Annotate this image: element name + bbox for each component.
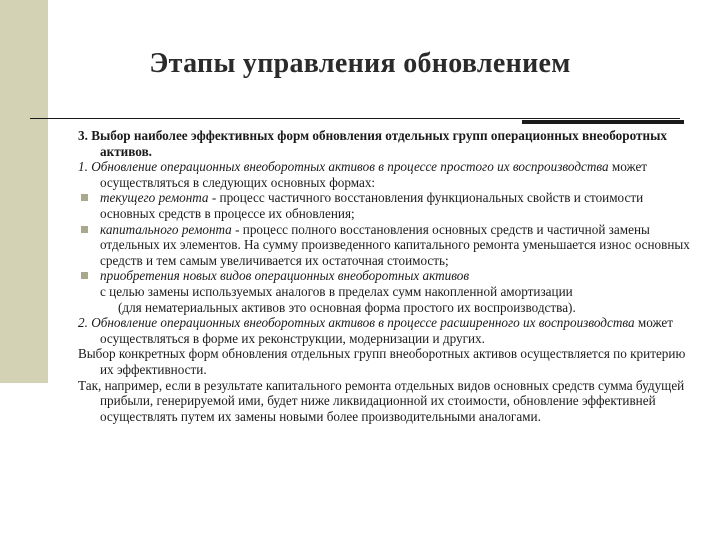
choice-paragraph: Выбор конкретных форм обновления отдельных групп внеоборотных активов осуществляется по критерию их эффективности.: [78, 346, 686, 377]
item-2-extended-reproduction: [78, 315, 694, 346]
bullet-3-note: (для нематериальных активов это основная форма простого их воспроизводства).: [118, 299, 576, 315]
square-bullet-icon: [81, 194, 88, 201]
item-2-italic: 2. Обновление операционных внеоборотных активов в процессе расширенного их воспроизводства: [78, 315, 635, 331]
title-divider-thin: [30, 118, 680, 119]
square-bullet-icon: [81, 272, 88, 279]
title-divider-thick: [522, 120, 684, 124]
item-1-simple-reproduction: [78, 159, 694, 190]
square-bullet-icon: [81, 226, 88, 233]
bullet-2-italic: капитального ремонта: [100, 221, 232, 237]
bullet-1-text: - процесс частичного восстановления функциональных свойств и стоимости основных средств в процессе их обновления;: [100, 190, 644, 221]
slide-title: Этапы управления обновлением: [149, 48, 571, 79]
item-2-text: может осуществляться в форме их реконструкции, модернизации и других.: [100, 315, 674, 346]
slide-body: [78, 128, 694, 424]
bullet-new-assets: [78, 268, 694, 299]
example-paragraph: Так, например, если в результате капитального ремонта отдельных видов основных средств сумма будущей прибыли, генерируемой ими, будет ниже ликвидационной их стоимости, обновление эффективней осуществлять путем их замены новыми более производительными аналогами.: [78, 377, 685, 424]
item-1-italic: 1. Обновление операционных внеоборотных активов в процессе простого их воспроизводства: [78, 159, 609, 175]
left-bar-lower: [0, 383, 48, 540]
bullet-3-italic: приобретения новых видов операционных внеоборотных активов: [100, 268, 470, 284]
bullet-current-repair: [78, 190, 694, 221]
bullet-3-text: с целью замены используемых аналогов в пределах сумм накопленной амортизации: [100, 283, 573, 299]
bullet-2-text: - процесс полного восстановления основных средств и частичной замены отдельных их элементов. На сумму произведенного капитального ремонта уменьшается износ основных средств и тем самым увеличивается их остаточная стоимость;: [100, 221, 690, 268]
bullet-capital-repair: [78, 222, 694, 269]
stage-3-heading: 3. Выбор наиболее эффективных форм обновления отдельных групп операционных внеоборотных активов.: [78, 128, 667, 159]
bullet-1-italic: текущего ремонта: [100, 190, 209, 206]
left-accent-bar: [0, 0, 48, 383]
item-1-text: может осуществляться в следующих основных формах:: [100, 159, 648, 190]
